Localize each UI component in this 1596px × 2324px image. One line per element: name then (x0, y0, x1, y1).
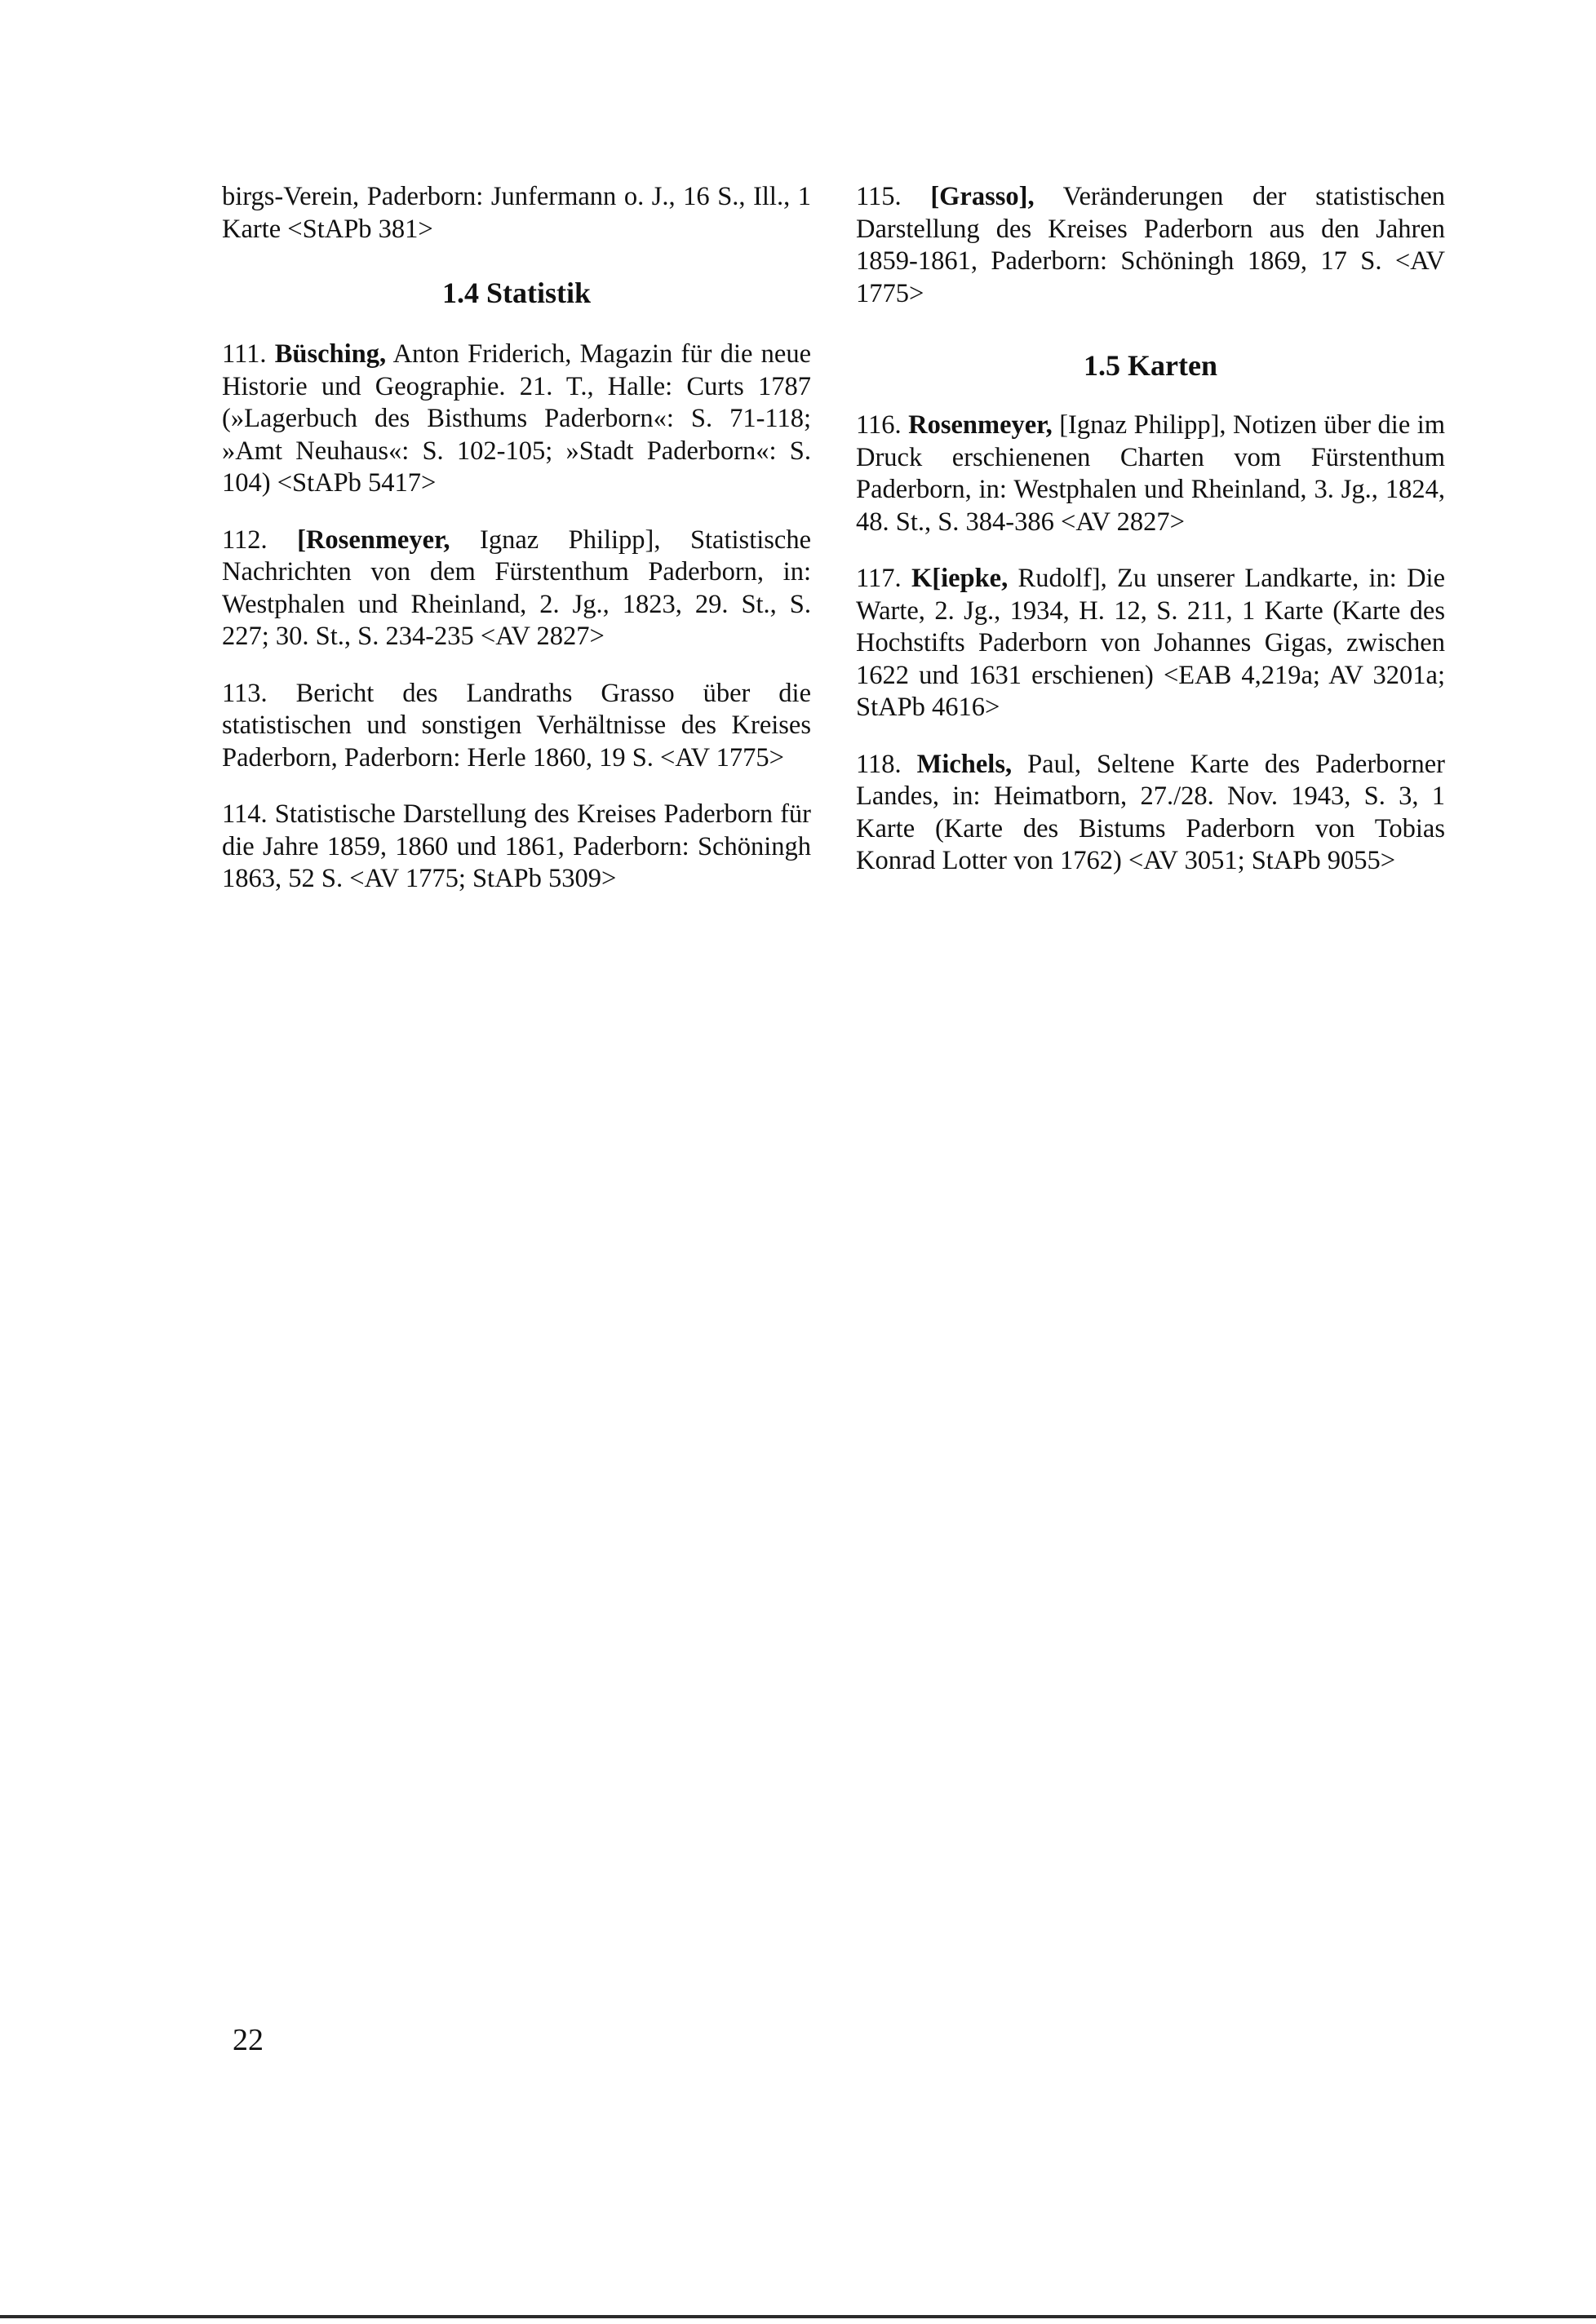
continued-entry: birgs-Verein, Paderborn: Junfermann o. J., 16 S., Ill., 1 Karte <StAPb 381> (222, 182, 811, 244)
bibliography-entry-118 (856, 749, 1445, 878)
entry-author: [Grasso], (930, 182, 1035, 211)
page-number: 22 (233, 2023, 264, 2057)
entry-text: Ignaz Philipp], Statistische Nachrichten von dem Fürstenthum Paderborn, in: Westphalen und Rheinland, 2. Jg., 1823, 29. St., S. 227; 30. St., S. 234-235 <AV 2827> (222, 525, 811, 651)
entry-text: Bericht des Landraths Grasso über die statistischen und sonstigen Verhältnisse des Kreises Paderborn, Paderborn: Herle 1860, 19 S. <AV 1775> (222, 678, 812, 772)
entry-number: 113. (222, 678, 268, 708)
bibliography-entry-114 (222, 799, 811, 896)
entry-text: Rudolf], Zu unserer Landkarte, in: Die Warte, 2. Jg., 1934, H. 12, S. 211, 1 Karte (Karte des Hochstifts Paderborn von Johannes Gigas, zwischen 1622 und 1631 erschienen) <EAB 4,219a; AV 3201a; StAPb 4616> (856, 564, 1446, 722)
bibliography-entry-115 (856, 181, 1445, 310)
entry-author: Rosenmeyer, (908, 410, 1053, 440)
entry-text: Anton Friderich, Magazin für die neue Historie und Geographie. 21. T., Halle: Curts 1787 (»Lagerbuch des Bisthums Paderborn«: S. 71-118; »Amt Neuhaus«: S. 102-105; »Stadt Paderborn«: S. 104) <StAPb 5417> (222, 339, 812, 498)
section-heading-statistik: 1.4 Statistik (441, 277, 592, 309)
right-column (856, 181, 1445, 902)
bibliography-entry-111 (222, 339, 811, 500)
entry-author: K[iepke, (911, 564, 1009, 593)
section-heading-karten: 1.5 Karten (1084, 349, 1217, 382)
entry-number: 116. (856, 410, 902, 440)
bibliography-entry-117 (856, 563, 1445, 724)
entry-number: 118. (856, 749, 902, 779)
entry-author: [Rosenmeyer, (297, 525, 450, 555)
entry-author: Büsching, (274, 339, 387, 369)
entry-text: [Ignaz Philipp], Notizen über die im Druck erschienenen Charten vom Fürstenthum Paderborn, in: Westphalen und Rheinland, 3. Jg., 1824, 48. St., S. 384-386 <AV 2827> (856, 410, 1446, 537)
entry-text: Veränderungen der statistischen Darstellung des Kreises Paderborn aus den Jahren 1859-1861, Paderborn: Schöningh 1869, 17 S. <AV 1775> (856, 182, 1445, 308)
entry-number: 117. (856, 564, 902, 593)
entry-number: 115. (856, 182, 902, 211)
entry-number: 111. (222, 339, 267, 369)
bottom-border-line (0, 2315, 1596, 2318)
entry-number: 112. (222, 525, 268, 555)
bibliography-entry-116 (856, 409, 1445, 538)
entry-author: Michels, (916, 749, 1013, 779)
left-column (222, 181, 811, 920)
bibliography-entry-112 (222, 525, 811, 653)
entry-number: 114. (222, 799, 268, 829)
entry-text: Statistische Darstellung des Kreises Paderborn für die Jahre 1859, 1860 und 1861, Paderborn: Schöningh 1863, 52 S. <AV 1775; StAPb 5309> (222, 799, 812, 893)
bibliography-entry-113 (222, 678, 811, 775)
entry-text: Paul, Seltene Karte des Paderborner Landes, in: Heimatborn, 27./28. Nov. 1943, S. 3, 1 Karte (Karte des Bistums Paderborn von Tobias Konrad Lotter von 1762) <AV 3051; StAPb 9055> (856, 749, 1445, 875)
